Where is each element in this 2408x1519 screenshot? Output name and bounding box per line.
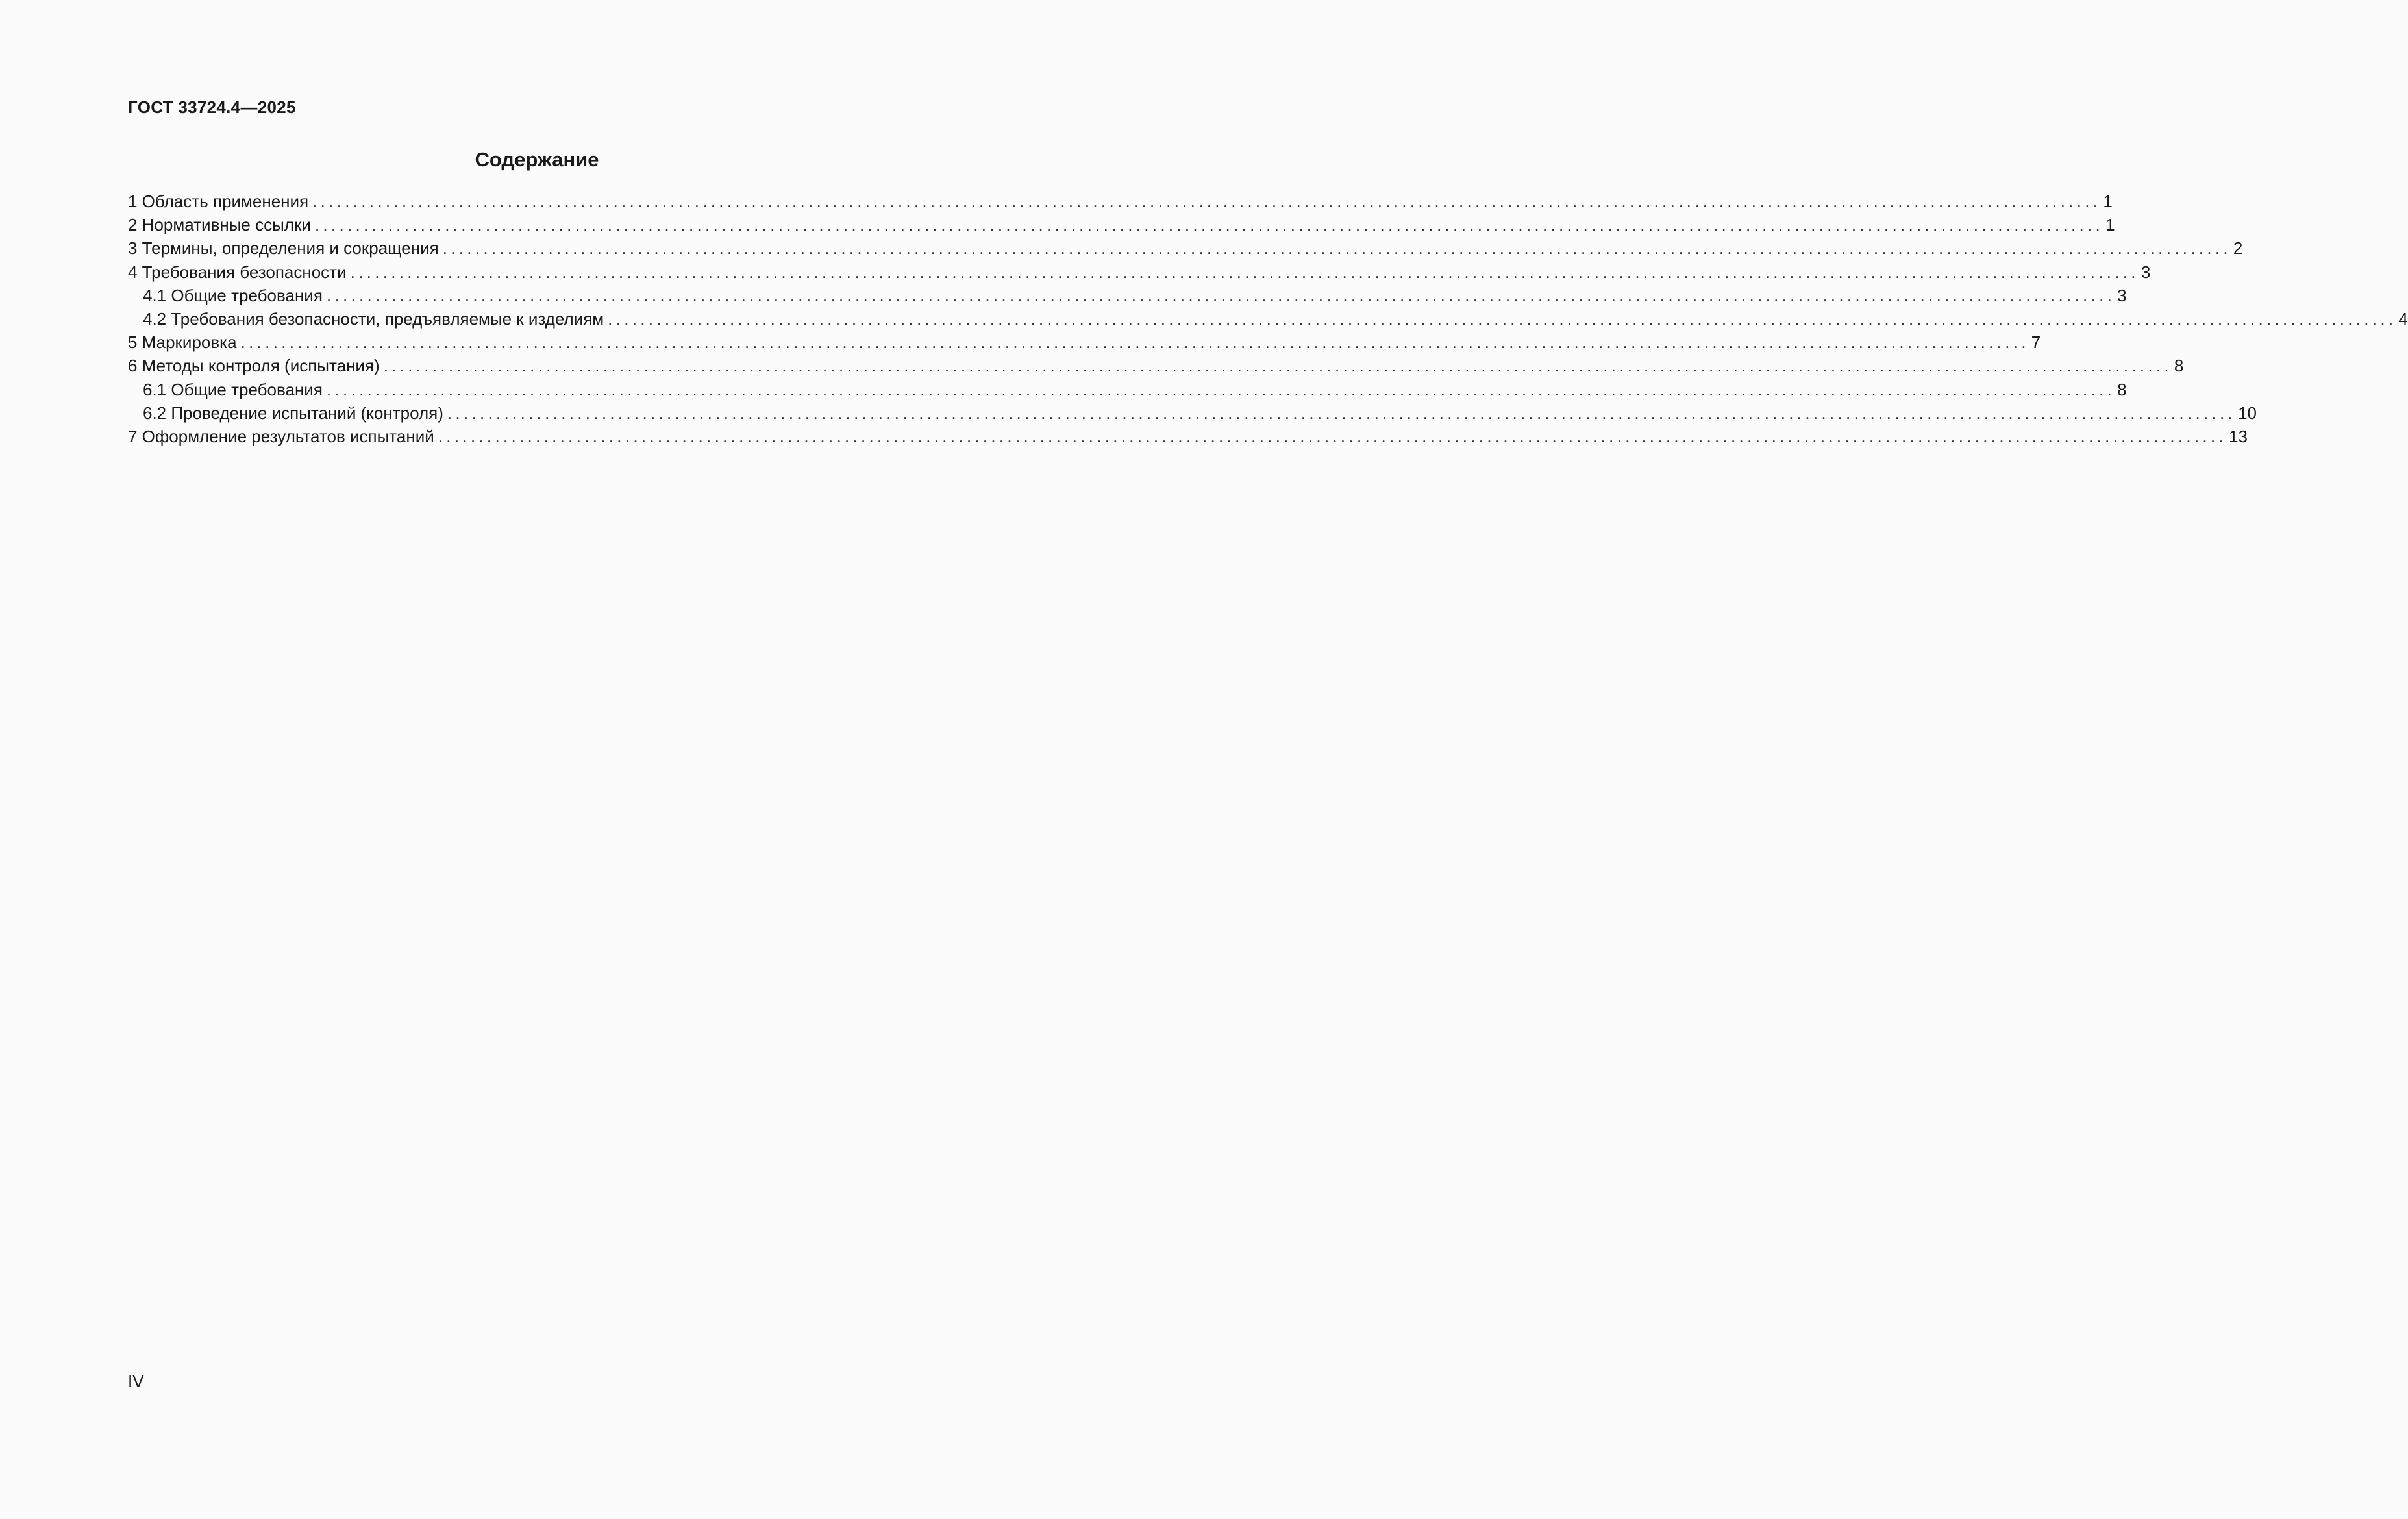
toc-entry-page: 4 (2398, 308, 2408, 329)
toc-entry-page: 10 (2238, 403, 2257, 423)
toc-entry[interactable] (128, 425, 2248, 448)
table-of-contents (128, 190, 2408, 448)
toc-entry[interactable] (128, 190, 2113, 213)
toc-dot-leader: ............................................................................................................................................................................................................................ (383, 356, 2172, 376)
toc-dot-leader: ............................................................................................................................................................................................................................ (312, 192, 2102, 211)
toc-entry-page: 7 (2031, 333, 2041, 353)
toc-entry-label: 4.1 Общие требования (143, 285, 323, 305)
toc-entry-page: 13 (2228, 426, 2248, 446)
toc-entry[interactable] (128, 236, 2243, 260)
toc-entry-page: 1 (2103, 192, 2113, 211)
toc-entry[interactable] (128, 213, 2115, 236)
toc-entry-page: 1 (2105, 215, 2115, 235)
toc-dot-leader: ............................................................................................................................................................................................................................ (326, 285, 2116, 305)
toc-entry-label: 7 Оформление результатов испытаний (128, 426, 434, 446)
toc-dot-leader: ............................................................................................................................................................................................................................ (438, 426, 2227, 446)
toc-entry[interactable] (128, 331, 2041, 354)
toc-entry-label: 6.2 Проведение испытаний (контроля) (143, 403, 443, 423)
toc-entry-page: 3 (2117, 285, 2127, 305)
toc-dot-leader: ............................................................................................................................................................................................................................ (326, 379, 2116, 399)
toc-dot-leader: ............................................................................................................................................................................................................................ (447, 403, 2237, 423)
toc-entry-label: 5 Маркировка (128, 333, 237, 353)
toc-entry-label: 6.1 Общие требования (143, 379, 323, 399)
toc-entry[interactable] (128, 354, 2184, 377)
toc-entry-label: 6 Методы контроля (испытания) (128, 356, 380, 376)
toc-subentry[interactable] (128, 307, 2408, 331)
toc-subentry[interactable] (128, 378, 2127, 401)
toc-subentry[interactable] (128, 401, 2257, 425)
toc-entry-page: 2 (2233, 238, 2243, 258)
toc-dot-leader: ............................................................................................................................................................................................................................ (314, 215, 2104, 235)
toc-entry-label: 4 Требования безопасности (128, 262, 347, 282)
document-code-header: ГОСТ 33724.4—2025 (128, 97, 296, 117)
toc-entry-label: 4.2 Требования безопасности, предъявляемые к изделиям (143, 308, 604, 329)
toc-entry[interactable] (128, 260, 2151, 284)
toc-entry-page: 8 (2174, 356, 2184, 376)
toc-entry-page: 8 (2117, 379, 2127, 399)
toc-entry-label: 1 Область применения (128, 192, 309, 211)
toc-dot-leader: ............................................................................................................................................................................................................................ (608, 308, 2397, 329)
toc-subentry[interactable] (128, 284, 2127, 307)
toc-dot-leader: ............................................................................................................................................................................................................................ (350, 262, 2139, 282)
toc-dot-leader: ............................................................................................................................................................................................................................ (442, 238, 2231, 258)
toc-title: Содержание (475, 148, 599, 171)
page-number: IV (128, 1372, 144, 1391)
toc-entry-label: 3 Термины, определения и сокращения (128, 238, 439, 258)
toc-dot-leader: ............................................................................................................................................................................................................................ (240, 333, 2029, 353)
toc-entry-page: 3 (2141, 262, 2151, 282)
toc-entry-label: 2 Нормативные ссылки (128, 215, 311, 235)
